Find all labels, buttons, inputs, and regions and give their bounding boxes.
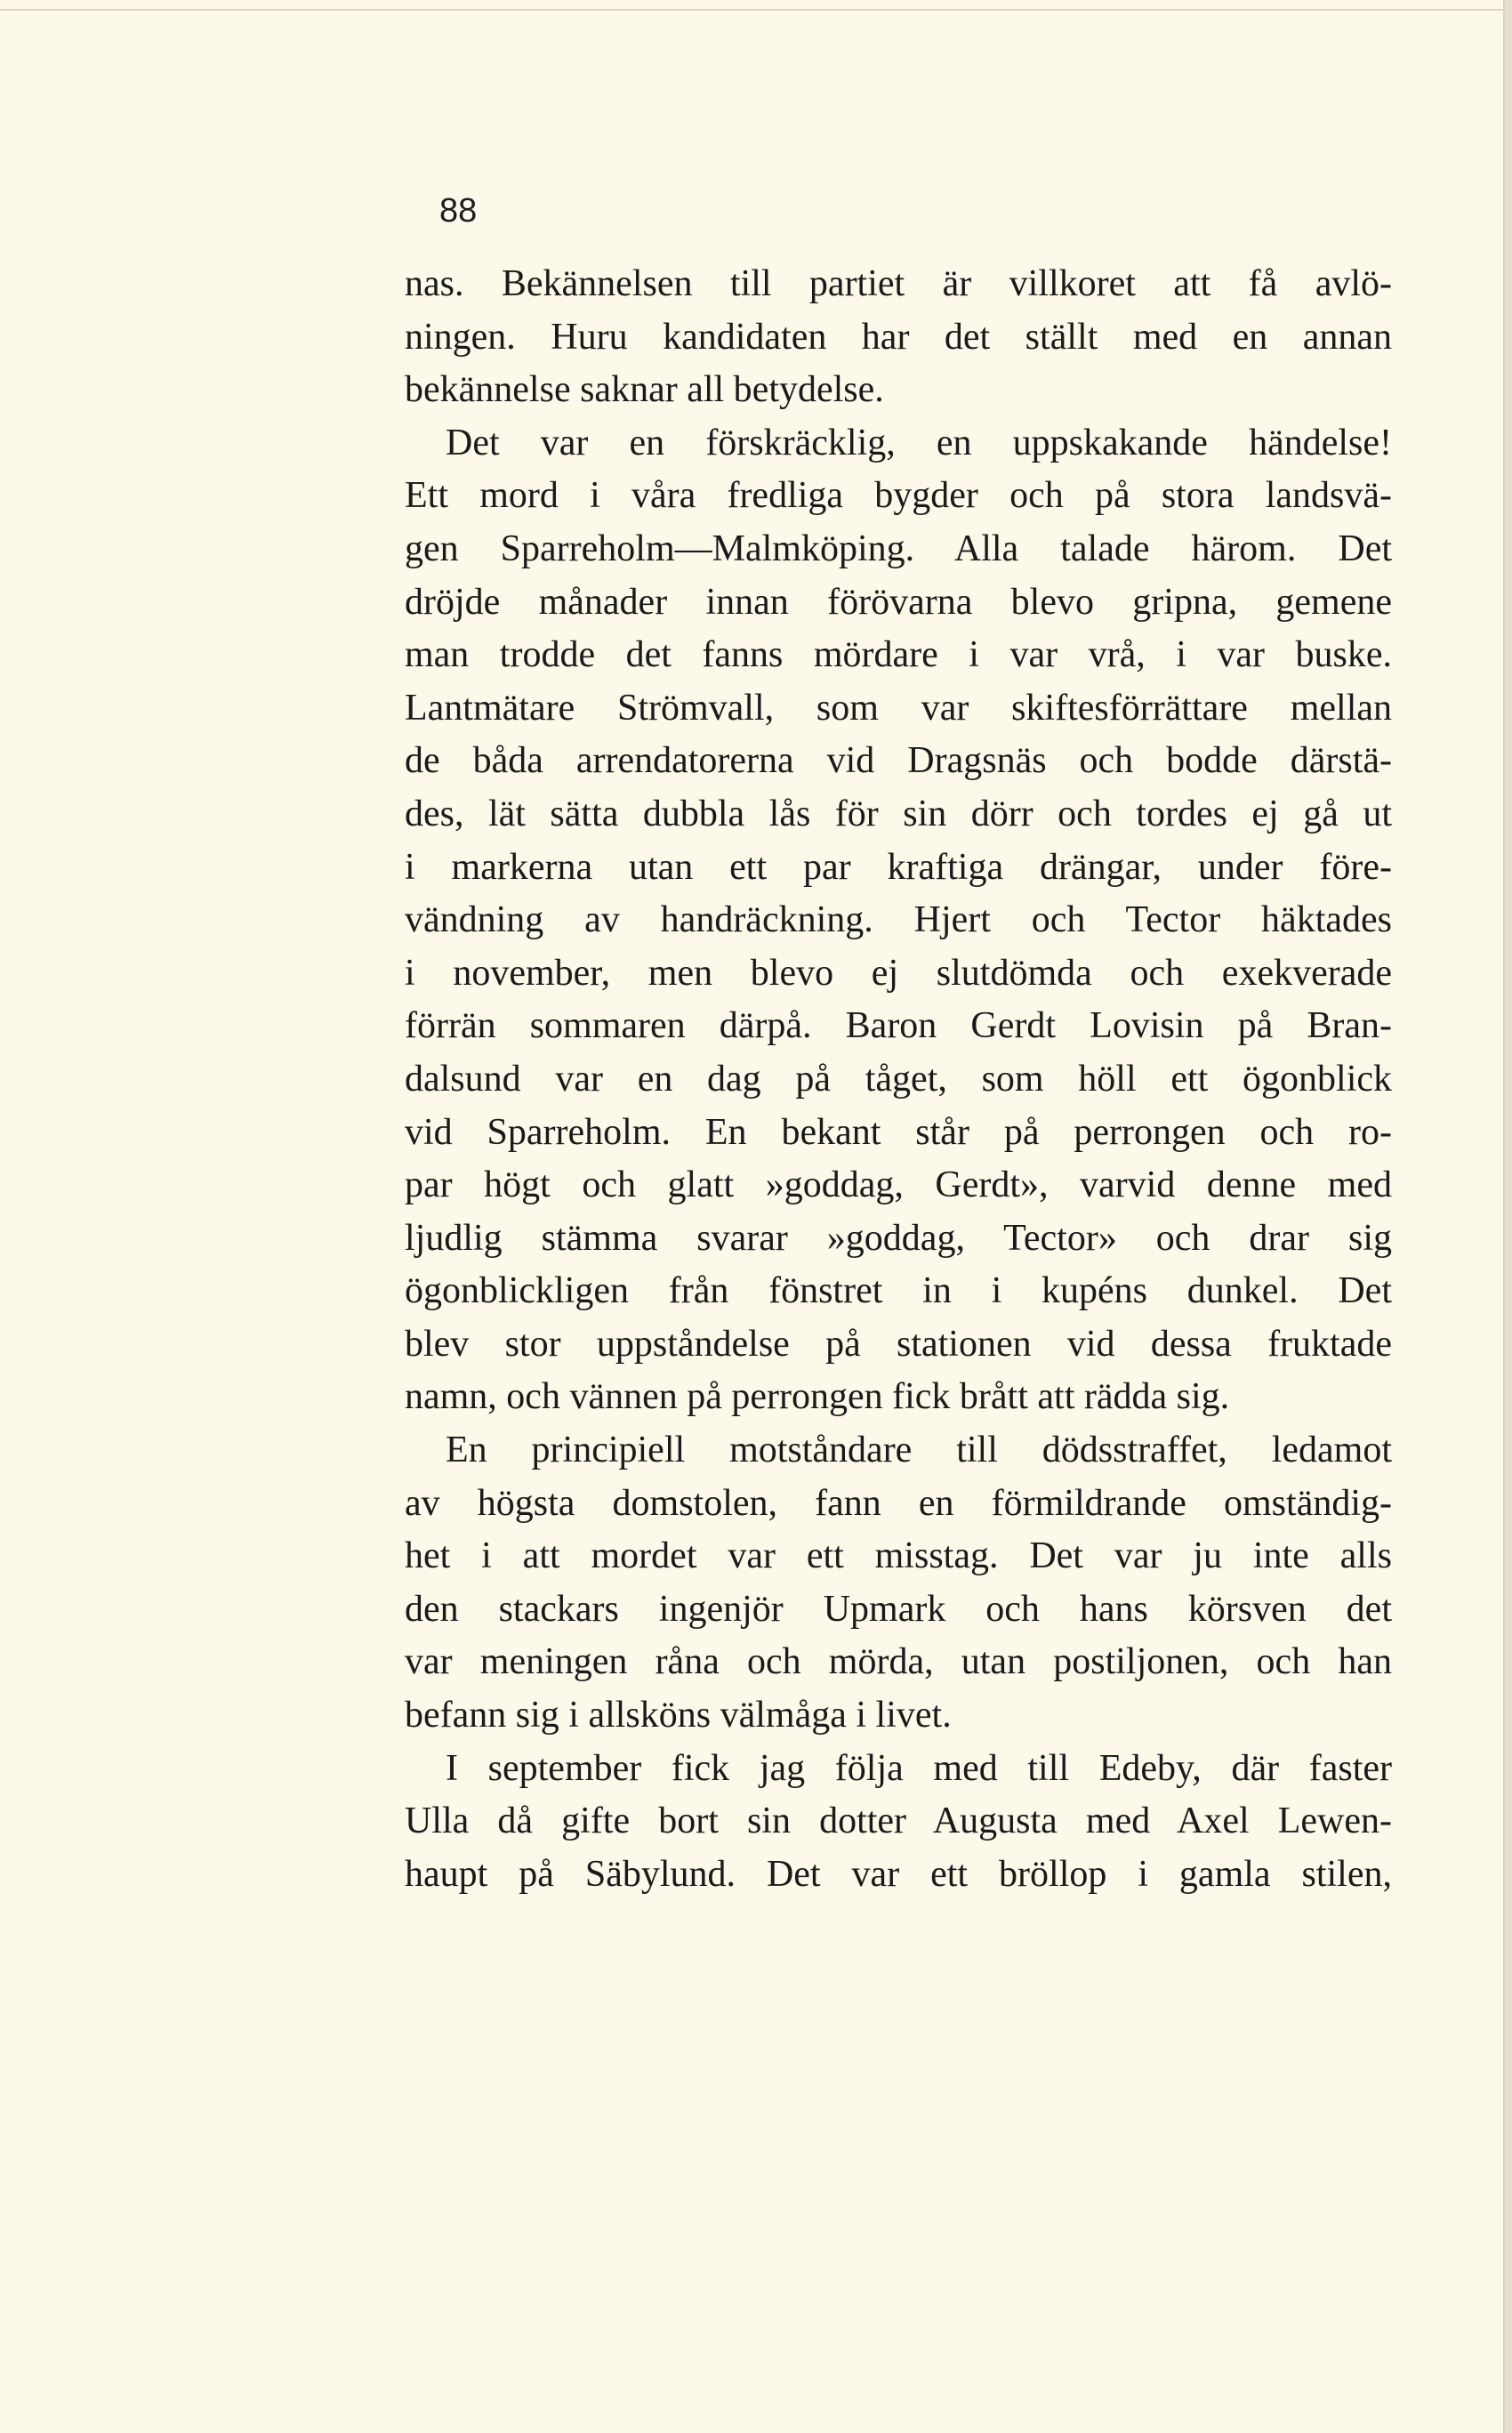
text-line: blev stor uppståndelse på stationen vid dessa fruktade	[405, 1323, 1392, 1365]
text-line: befann sig i allsköns välmåga i livet.	[405, 1695, 952, 1736]
text-line: i markerna utan ett par kraftiga drängar, under före-	[405, 846, 1392, 888]
text-line: haupt på Säbylund. Det var ett bröllop i gamla stilen,	[405, 1853, 1392, 1895]
text-line: des, lät sätta dubbla lås för sin dörr och tordes ej gå ut	[405, 793, 1392, 834]
text-line: i november, men blevo ej slutdömda och exekverade	[405, 952, 1392, 994]
text-line: dalsund var en dag på tåget, som höll ett ögonblick	[405, 1058, 1392, 1100]
text-line: het i att mordet var ett misstag. Det var ju inte alls	[405, 1535, 1392, 1577]
text-line: dröjde månader innan förövarna blevo gripna, gemene	[405, 581, 1392, 623]
text-line: ljudlig stämma svarar »goddag, Tector» och drar sig	[405, 1217, 1392, 1259]
text-line: gen Sparreholm—Malmköping. Alla talade härom. Det	[405, 528, 1392, 569]
text-line: av högsta domstolen, fann en förmildrande omständig-	[405, 1482, 1392, 1524]
body-text	[405, 258, 1392, 1901]
text-line: Ulla då gifte bort sin dotter Augusta med Axel Lewen-	[405, 1801, 1392, 1842]
text-line: ögonblickligen från fönstret in i kupéns dunkel. Det	[405, 1270, 1392, 1312]
text-line: den stackars ingenjör Upmark och hans körsven det	[405, 1588, 1392, 1630]
text-line: par högt och glatt »goddag, Gerdt», varvid denne med	[405, 1164, 1392, 1206]
text-line: Lantmätare Strömvall, som var skiftesförrättare mellan	[405, 687, 1392, 729]
text-line: En principiell motståndare till dödsstraffet, ledamot	[446, 1430, 1392, 1471]
text-line: Ett mord i våra fredliga bygder och på stora landsvä-	[405, 475, 1392, 517]
text-line: Det var en förskräcklig, en uppskakande händelse!	[446, 422, 1392, 463]
text-line: ningen. Huru kandidaten har det ställt med en annan	[405, 316, 1392, 358]
text-line: de båda arrendatorerna vid Dragsnäs och bodde därstä-	[405, 740, 1392, 782]
text-line: bekännelse saknar all betydelse.	[405, 369, 884, 411]
page-number: 88	[439, 192, 478, 230]
text-line: vändning av handräckning. Hjert och Tector häktades	[405, 899, 1392, 941]
text-line: nas. Bekännelsen till partiet är villkoret att få avlö-	[405, 263, 1392, 304]
text-line: namn, och vännen på perrongen fick brått att rädda sig.	[405, 1376, 1230, 1418]
text-line: var meningen råna och mörda, utan postiljonen, och han	[405, 1641, 1392, 1683]
text-line: vid Sparreholm. En bekant står på perrongen och ro-	[405, 1111, 1392, 1153]
text-line: I september fick jag följa med till Edeby, där faster	[446, 1747, 1392, 1789]
page-top-edge	[0, 9, 1505, 11]
text-line: förrän sommaren därpå. Baron Gerdt Lovisin på Bran-	[405, 1005, 1392, 1047]
text-line: man trodde det fanns mördare i var vrå, i var buske.	[405, 634, 1392, 676]
